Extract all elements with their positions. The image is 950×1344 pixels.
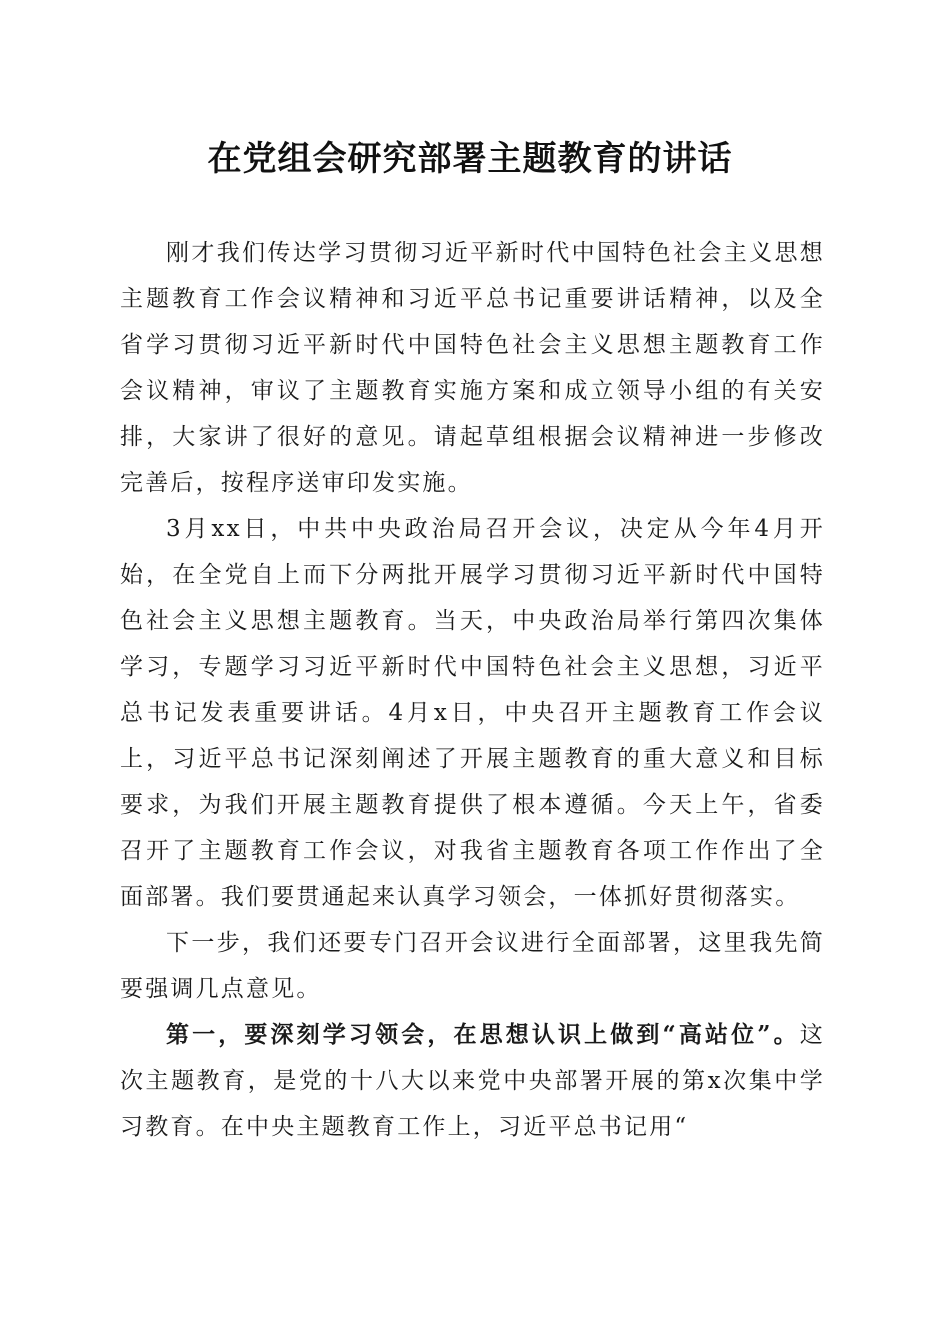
paragraph-4-text: 这次主题教育，是党的十八大以来党中央部署开展的第x次集中学习教育。在中央主题教育工作上，习近平总书记用“ xyxy=(120,1022,825,1140)
paragraph-1: 刚才我们传达学习贯彻习近平新时代中国特色社会主义思想主题教育工作会议精神和习近平总书记重要讲话精神，以及全省学习贯彻习近平新时代中国特色社会主义思想主题教育工作会议精神，审议了主题教育实施方案和成立领导小组的有关安排，大家讲了很好的意见。请起草组根据会议精神进一步修改完善后，按程序送审印发实施。 xyxy=(120,240,825,496)
document-body xyxy=(120,230,825,1150)
paragraph-4-lead: 第一，要深刻学习领会，在思想认识上做到“高站位”。 xyxy=(166,1021,800,1048)
paragraph-4 xyxy=(120,1012,825,1150)
paragraph-2: 3月xx日，中共中央政治局召开会议，决定从今年4月开始，在全党自上而下分两批开展学习贯彻习近平新时代中国特色社会主义思想主题教育。当天，中央政治局举行第四次集体学习，专题学习习近平新时代中国特色社会主义思想，习近平总书记发表重要讲话。4月x日，中央召开主题教育工作会议上，习近平总书记深刻阐述了开展主题教育的重大意义和目标要求，为我们开展主题教育提供了根本遵循。今天上午，省委召开了主题教育工作会议，对我省主题教育各项工作作出了全面部署。我们要贯通起来认真学习领会，一体抓好贯彻落实。 xyxy=(120,516,825,910)
paragraph-3: 下一步，我们还要专门召开会议进行全面部署，这里我先简要强调几点意见。 xyxy=(120,930,825,1002)
document-title: 在党组会研究部署主题教育的讲话 xyxy=(207,139,733,179)
